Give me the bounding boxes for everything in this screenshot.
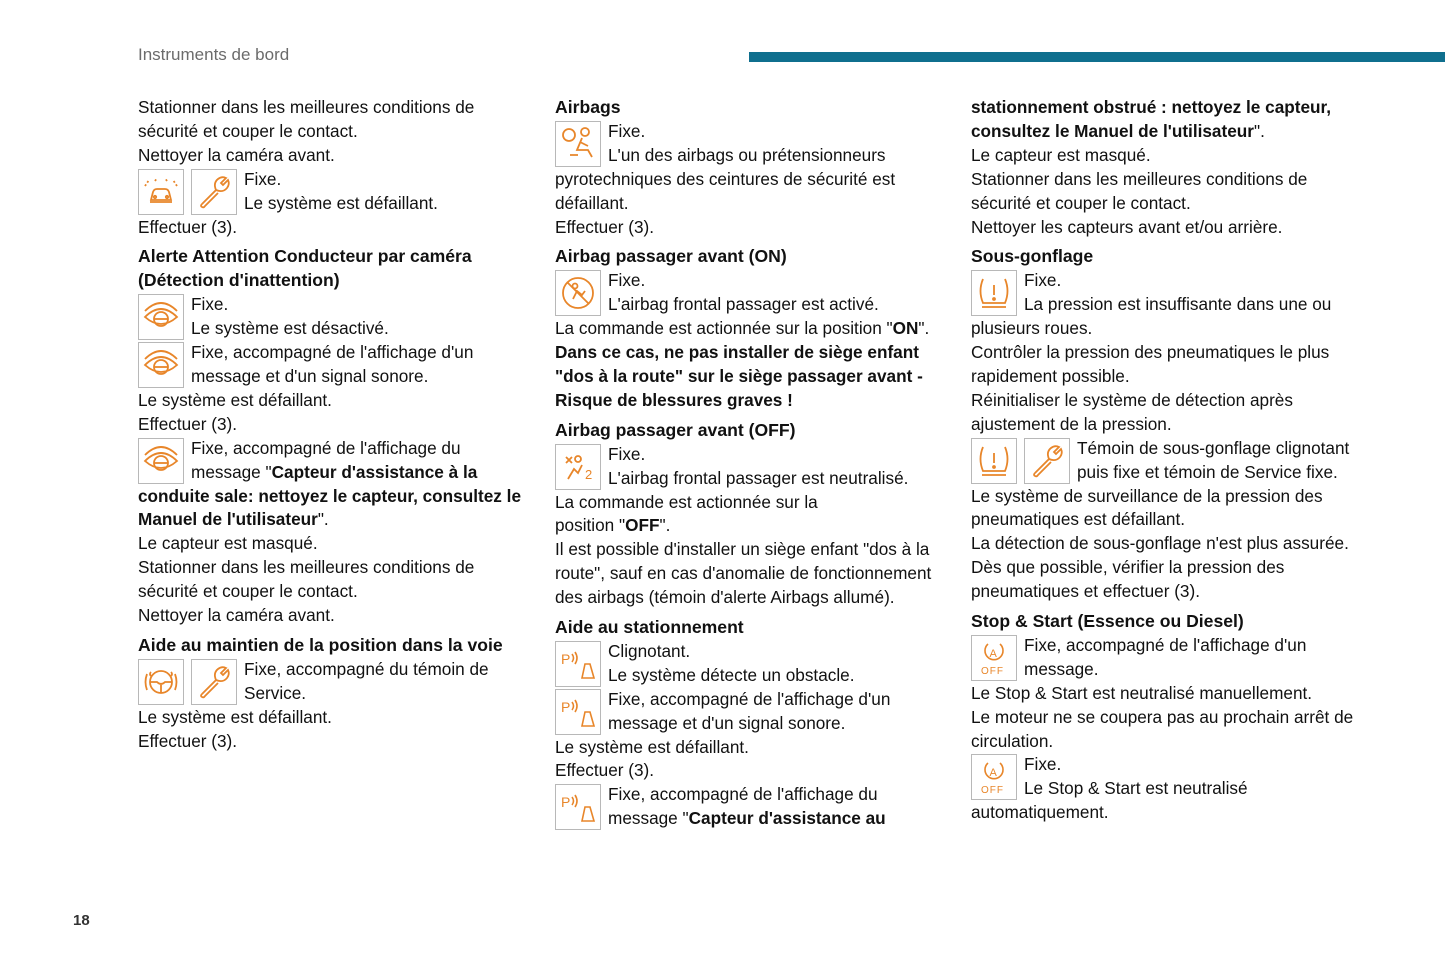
tyre-pressure-icon [971, 438, 1017, 484]
paragraph [971, 96, 1361, 144]
driver-attention-eye-icon [138, 342, 184, 388]
paragraph: Effectuer (3). [138, 413, 238, 434]
item-text: Fixe, accompagné de l'affichage d'un message et d'un signal sonore. [191, 342, 474, 386]
item-text [138, 437, 523, 533]
paragraph: Stationner dans les meilleures conditions de sécurité et couper le contact. [971, 168, 1308, 213]
paragraph: Le capteur est masqué. [971, 144, 1151, 165]
message-text: Capteur d'assistance à la conduite sale: nettoyez le capteur, consultez le Manuel de l'utilisateur [138, 461, 522, 530]
item-text [608, 783, 945, 831]
svg-text:2: 2 [585, 466, 593, 482]
warning-item-tyre-pressure [971, 269, 1361, 341]
paragraph: Le système est défaillant. [138, 389, 332, 410]
item-line: L'airbag frontal passager est neutralisé. [608, 467, 909, 488]
paragraph: Nettoyer les capteurs avant et/ou arrière. [971, 216, 1283, 237]
item-line: Fixe. [608, 120, 646, 141]
item-line: Fixe. [191, 294, 229, 315]
item-text: Fixe, accompagné du témoin de Service. [244, 658, 489, 703]
svg-text:OFF: OFF [981, 665, 1004, 677]
paragraph: Le moteur ne se coupera pas au prochain arrêt de circulation. [971, 706, 1354, 751]
passenger-airbag-on-icon [555, 270, 601, 316]
paragraph: Stationner dans les meilleures conditions de sécurité et couper le contact. [138, 557, 475, 602]
paragraph: Nettoyer la caméra avant. [138, 144, 335, 165]
paragraph: Nettoyer la caméra avant. [138, 605, 335, 626]
item-line: Le système détecte un obstacle. [608, 664, 855, 685]
warning-item-airbags [555, 120, 945, 216]
airbag-seat-icon [555, 121, 601, 167]
paragraph: Réinitialiser le système de détection après ajustement de la pression. [971, 389, 1293, 434]
tyre-pressure-icon [971, 270, 1017, 316]
text-run: ". [918, 318, 930, 339]
item-line: Clignotant. [608, 640, 691, 661]
header-accent-bar [749, 52, 1445, 62]
warning-item-dac-disabled [138, 293, 523, 341]
message-text: stationnement obstrué : nettoyez le capteur, consultez le Manuel de l'utilisateur [971, 97, 1332, 141]
paragraph: Le capteur est masqué. [138, 533, 318, 554]
page-number: 18 [73, 912, 90, 929]
paragraph: Effectuer (3). [138, 216, 238, 237]
warning-item-tyre-fault [971, 437, 1361, 485]
driver-attention-eye-icon [138, 438, 184, 484]
paragraph: Effectuer (3). [138, 730, 238, 751]
text-run: ". [1253, 120, 1265, 141]
message-text: Capteur d'assistance au [688, 808, 886, 829]
item-line: Fixe. [1024, 270, 1062, 291]
svg-text:P: P [561, 650, 571, 667]
lane-keeping-steering-icon [138, 659, 184, 705]
warning-item-stop-start-manual [971, 634, 1361, 682]
text-run: ". [317, 509, 329, 530]
driver-attention-eye-icon [138, 294, 184, 340]
warning-item-camera-fault [138, 168, 523, 216]
paragraph: La détection de sous-gonflage n'est plus assurée. [971, 533, 1349, 554]
position-label: ON [892, 318, 919, 339]
position-label: OFF [625, 515, 660, 536]
svg-text:OFF: OFF [981, 785, 1004, 797]
paragraph: Effectuer (3). [555, 760, 655, 781]
column-2 [555, 96, 945, 831]
service-wrench-icon [1024, 438, 1070, 484]
paragraph: Effectuer (3). [555, 216, 655, 237]
warning-item-airbag-off [555, 443, 945, 491]
paragraph: Le système est défaillant. [138, 706, 332, 727]
section-heading-driver-attention: Alerte Attention Conducteur par caméra (Détection d'inattention) [138, 246, 472, 291]
item-text: Fixe, accompagné de l'affichage d'un message et d'un signal sonore. [608, 688, 891, 733]
svg-text:A: A [989, 647, 997, 660]
text-run: Fixe, accompagné de l'affichage du message " [608, 784, 878, 829]
item-line: L'airbag frontal passager est activé. [608, 294, 879, 315]
section-heading-stop-start: Stop & Start (Essence ou Diesel) [971, 611, 1244, 632]
park-assist-icon [555, 784, 601, 830]
svg-text:P: P [561, 794, 571, 811]
section-heading-airbag-on: Airbag passager avant (ON) [555, 246, 787, 267]
paragraph [555, 317, 945, 341]
item-line: Le système est désactivé. [191, 318, 389, 339]
paragraph [555, 514, 945, 538]
warning-item-airbag-on [555, 269, 945, 317]
stop-start-off-icon [971, 635, 1017, 681]
page-header-title: Instruments de bord [138, 45, 290, 64]
item-line: La pression est insuffisante dans une ou plusieurs roues. [971, 294, 1332, 339]
front-camera-fault-icon [138, 169, 184, 215]
warning-item-dac-sensor-dirty [138, 437, 523, 533]
paragraph: Le système de surveillance de la pression des pneumatiques est défaillant. [971, 485, 1323, 530]
park-assist-icon [555, 641, 601, 687]
section-heading-lane-keeping: Aide au maintien de la position dans la voie [138, 634, 503, 655]
stop-start-off-icon [971, 754, 1017, 800]
warning-item-lane-keeping [138, 658, 523, 706]
item-line: Fixe. [608, 270, 646, 291]
safety-warning: Dans ce cas, ne pas installer de siège enfant "dos à la route" sur le siège passager avant - Risque de blessures graves ! [555, 342, 923, 410]
item-text: Fixe, accompagné de l'affichage d'un message. [1024, 634, 1307, 679]
warning-item-park-sensor-obstructed [555, 783, 945, 831]
column-1 [138, 96, 523, 753]
paragraph: Contrôler la pression des pneumatiques le plus rapidement possible. [971, 342, 1330, 386]
service-wrench-icon [191, 169, 237, 215]
section-heading-airbag-off: Airbag passager avant (OFF) [555, 419, 796, 440]
section-heading-park-assist: Aide au stationnement [555, 617, 744, 638]
paragraph: La commande est actionnée sur la [555, 491, 818, 512]
service-wrench-icon [191, 659, 237, 705]
paragraph: Le système est défaillant. [555, 736, 749, 757]
paragraph: Le Stop & Start est neutralisé manuellement. [971, 682, 1313, 703]
warning-item-dac-message [138, 341, 523, 389]
warning-item-park-message [555, 688, 945, 736]
text-run: ". [659, 515, 671, 536]
svg-text:P: P [561, 698, 571, 715]
section-heading-airbags: Airbags [555, 97, 621, 117]
item-line: Fixe. [244, 168, 282, 189]
item-line: Fixe. [1024, 754, 1062, 775]
park-assist-icon [555, 689, 601, 735]
item-text: Témoin de sous-gonflage clignotant puis fixe et témoin de Service fixe. [1077, 437, 1350, 482]
svg-text:A: A [989, 767, 997, 780]
text-run: La commande est actionnée sur la position " [555, 318, 893, 339]
passenger-airbag-off-icon [555, 444, 601, 490]
paragraph: Dès que possible, vérifier la pression des pneumatiques et effectuer (3). [971, 557, 1285, 602]
paragraph: Il est possible d'installer un siège enfant "dos à la route", sauf en cas d'anomalie de fonctionnement des airbags (témoin d'alerte Airbags allumé). [555, 539, 932, 608]
item-line: Le système est défaillant. [244, 192, 438, 213]
warning-item-stop-start-auto [971, 753, 1361, 825]
section-heading-tyre-pressure: Sous-gonflage [971, 246, 1094, 267]
text-run: position " [555, 515, 626, 536]
item-line: Le Stop & Start est neutralisé automatiquement. [971, 778, 1248, 823]
item-line: L'un des airbags ou prétensionneurs pyrotechniques des ceintures de sécurité est défaillant. [555, 144, 896, 213]
text-run: Fixe, accompagné de l'affichage du message " [191, 437, 461, 482]
item-line: Fixe. [608, 443, 646, 464]
column-3 [971, 96, 1361, 825]
warning-item-park-flashing [555, 640, 945, 688]
paragraph: Stationner dans les meilleures conditions de sécurité et couper le contact. [138, 97, 475, 141]
